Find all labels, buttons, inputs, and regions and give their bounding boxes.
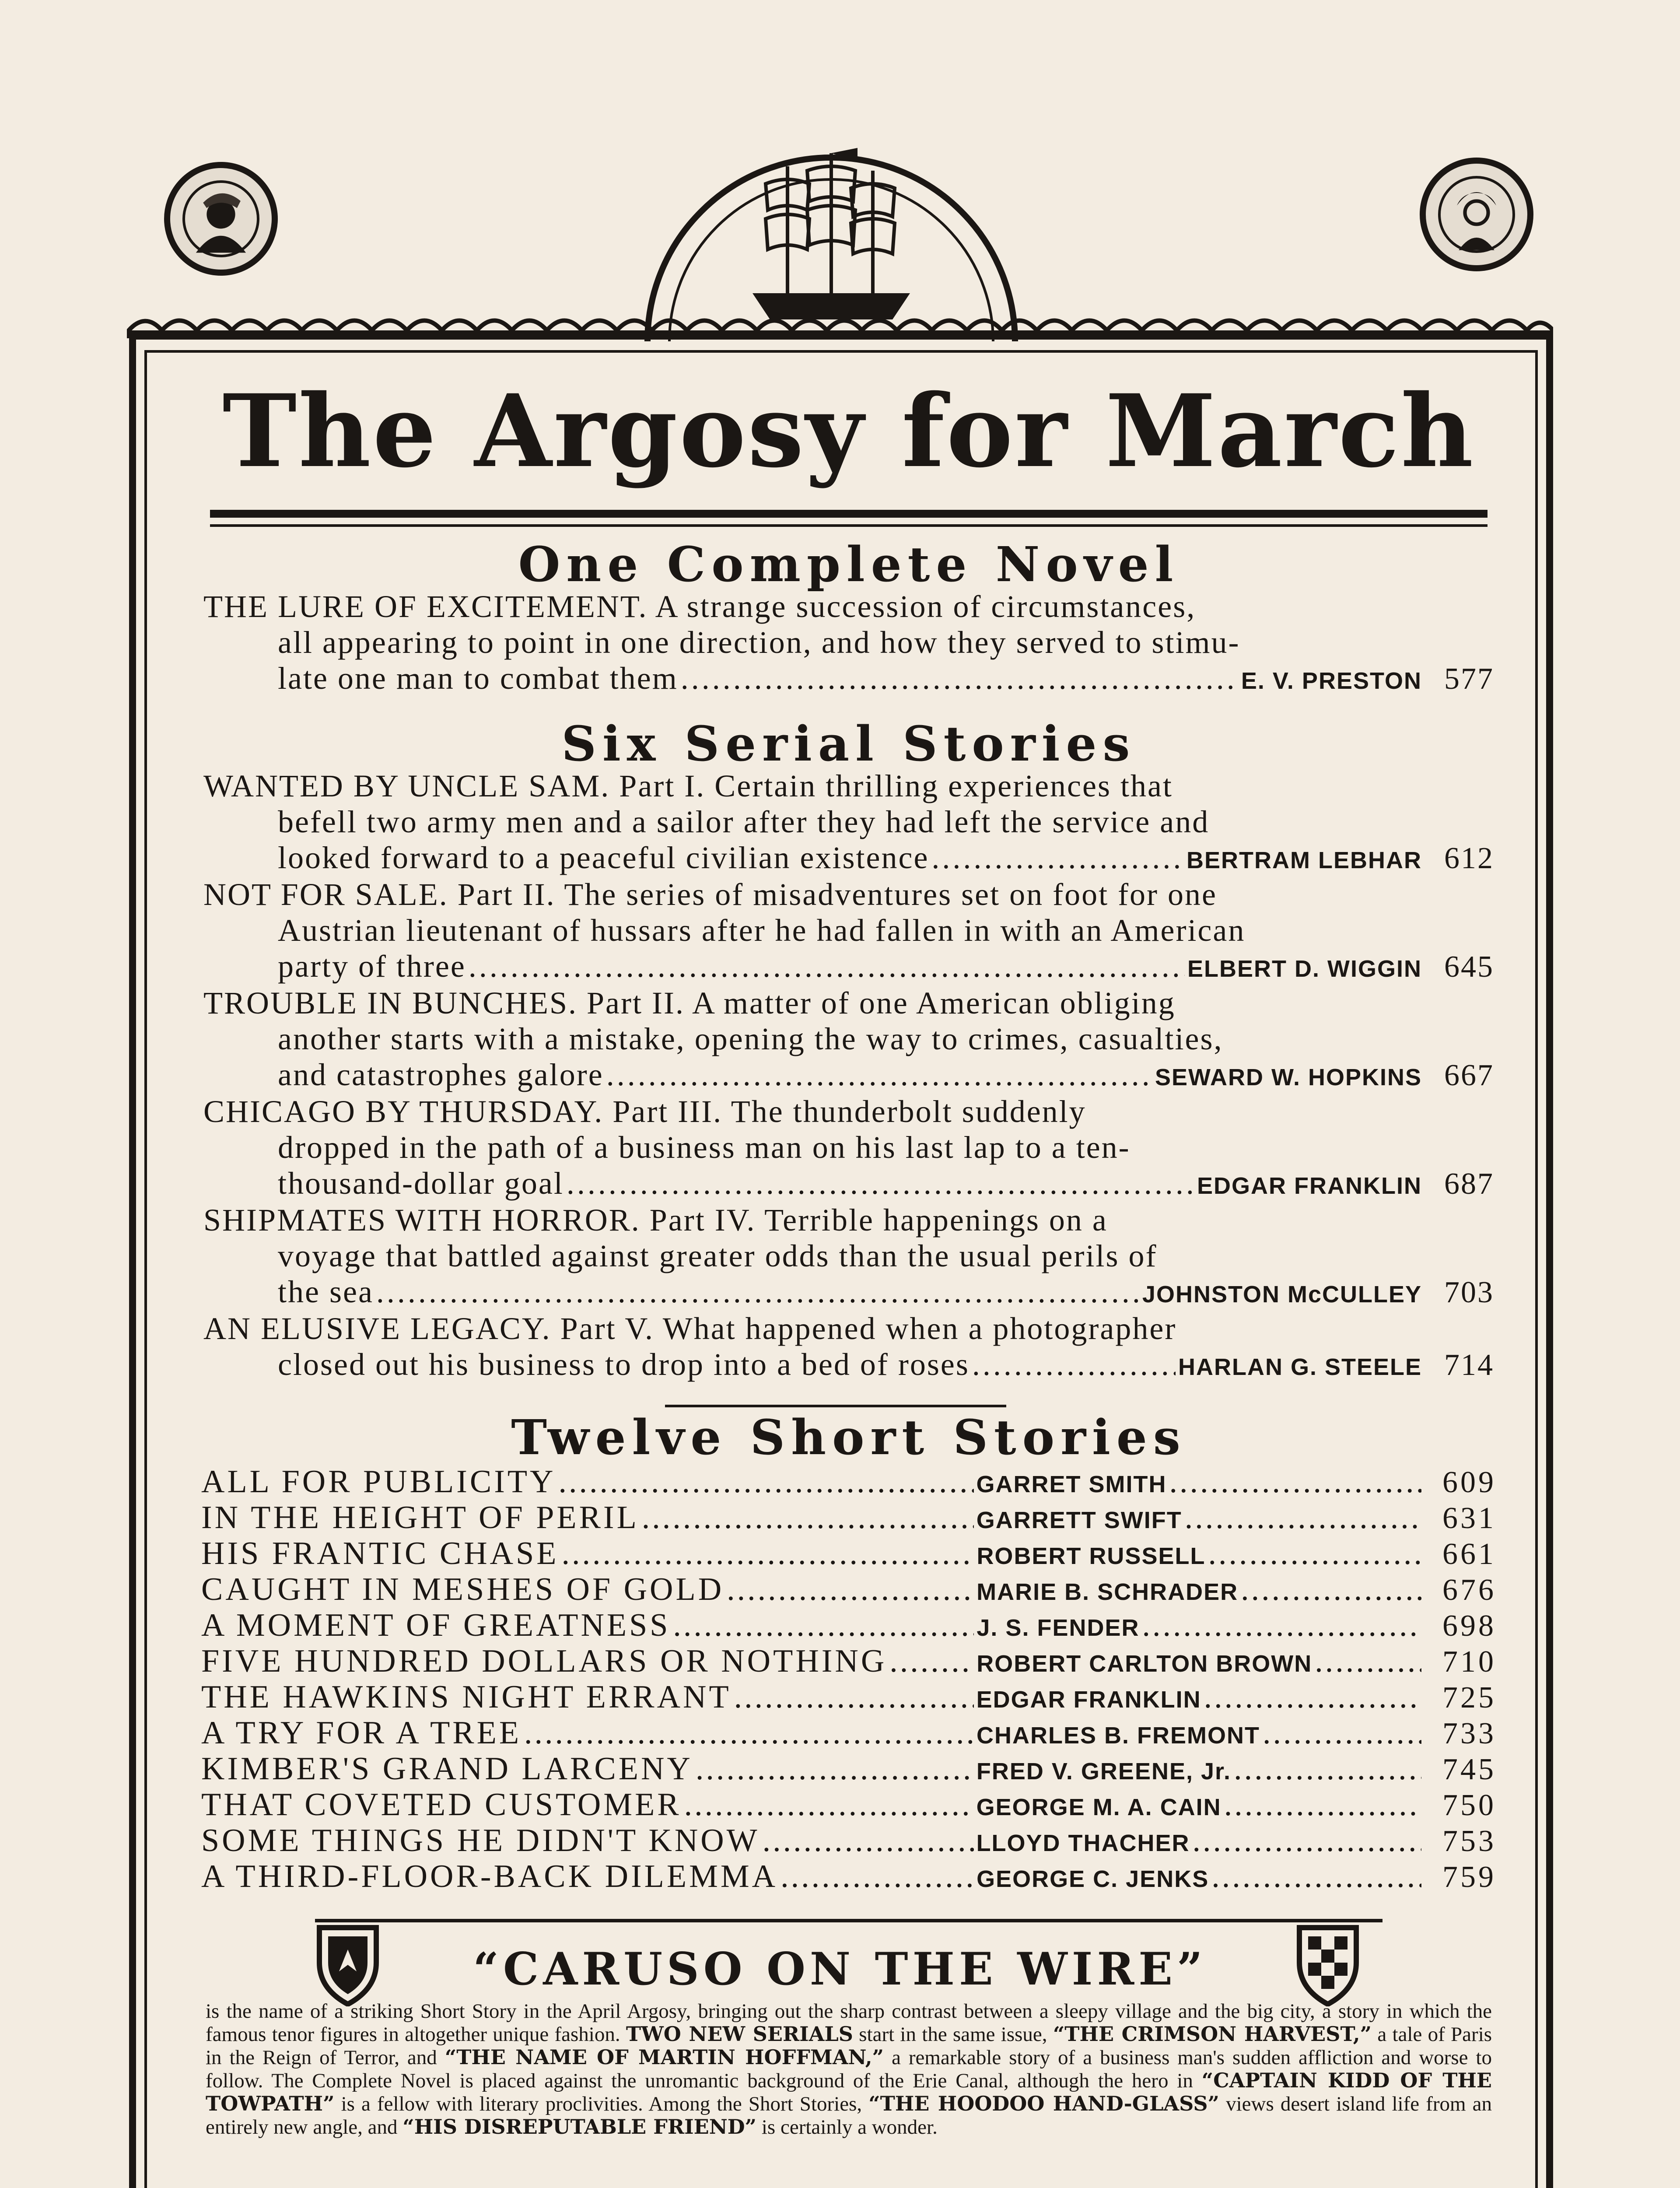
entry-last-line (203, 1274, 1494, 1310)
section-divider (665, 1405, 1006, 1407)
toc-entry (203, 1202, 1494, 1310)
dot-leader (561, 1536, 974, 1571)
entry-description-end: thousand-dollar goal (278, 1166, 564, 1201)
title-rule-thin (210, 524, 1488, 527)
dot-leader (1224, 1787, 1421, 1823)
short-story-title: A THIRD-FLOOR-BACK DILEMMA (201, 1858, 778, 1894)
portrait-medallion-left (164, 162, 278, 276)
entry-page-number: 645 (1444, 950, 1494, 984)
dot-leader (1169, 1464, 1422, 1500)
toc-entry (203, 877, 1494, 984)
dot-leader (681, 660, 1239, 696)
short-story-title: KIMBER'S GRAND LARCENY (201, 1751, 693, 1787)
dot-leader (1185, 1500, 1421, 1536)
short-story-title: FIVE HUNDRED DOLLARS OR NOTHING (201, 1643, 887, 1679)
short-story-page-number: 661 (1442, 1537, 1496, 1571)
entry-last-line (203, 1346, 1494, 1382)
dot-leader (1241, 1571, 1421, 1607)
entry-description-end: and catastrophes galore (278, 1057, 604, 1092)
short-story-title: CAUGHT IN MESHES OF GOLD (201, 1571, 724, 1607)
entry-description-line: Austrian lieutenant of hussars after he had fallen in with an American (278, 913, 1246, 948)
title-rule-thick (210, 510, 1488, 518)
shield-crest-right-icon (1295, 1923, 1361, 2006)
dot-leader (931, 840, 1184, 876)
entry-description-end: late one man to combat them (278, 661, 678, 696)
short-story-page-number: 631 (1442, 1501, 1496, 1535)
entry-description-line: all appearing to point in one direction, and how they served to stimu- (278, 625, 1240, 660)
dot-leader (780, 1858, 974, 1894)
dot-leader (889, 1643, 974, 1679)
short-story-page-number: 609 (1442, 1466, 1496, 1499)
entry-first-line: WANTED BY UNCLE SAM. Part I. Certain thrilling experiences that (203, 768, 1173, 803)
dot-leader (567, 1165, 1194, 1201)
entry-first-line: THE LURE OF EXCITEMENT. A strange succession of circumstances, (203, 589, 1196, 624)
short-story-row (201, 1464, 1496, 1500)
dot-leader (1315, 1643, 1421, 1679)
dot-leader (376, 1274, 1140, 1310)
shield-crest-left-icon (315, 1923, 381, 2006)
dot-leader (1208, 1536, 1421, 1571)
toc-entry (203, 1094, 1494, 1201)
short-story-author: LLOYD THACHER (976, 1830, 1190, 1856)
short-story-page-number: 710 (1442, 1645, 1496, 1679)
toc-entry (203, 768, 1494, 876)
entry-first-line: SHIPMATES WITH HORROR. Part IV. Terrible happenings on a (203, 1203, 1108, 1238)
dot-leader (727, 1571, 974, 1607)
entry-author: ELBERT D. WIGGIN (1187, 956, 1422, 982)
short-story-row (201, 1787, 1496, 1823)
short-story-page-number: 750 (1442, 1788, 1496, 1822)
dot-leader (559, 1464, 974, 1500)
short-story-author: GEORGE M. A. CAIN (976, 1794, 1222, 1820)
short-story-row (201, 1607, 1496, 1643)
entry-last-line (203, 660, 1494, 696)
short-story-title: A MOMENT OF GREATNESS (201, 1607, 671, 1643)
short-story-page-number: 725 (1442, 1681, 1496, 1715)
entry-author: HARLAN G. STEELE (1178, 1354, 1422, 1380)
entry-page-number: 714 (1444, 1348, 1494, 1382)
entry-description-line: another starts with a mistake, opening the way to crimes, casualties, (278, 1021, 1223, 1056)
entry-description-end: closed out his business to drop into a bed of roses (278, 1347, 970, 1382)
short-story-page-number: 698 (1442, 1609, 1496, 1643)
short-story-page-number: 759 (1442, 1860, 1496, 1894)
announcement-title: “CARUSO ON THE WIRE” (473, 1943, 1207, 1995)
announcement-top-rule (315, 1919, 1382, 1922)
short-story-author: MARIE B. SCHRADER (976, 1579, 1239, 1605)
short-story-title: THAT COVETED CUSTOMER (201, 1787, 682, 1823)
short-story-row (201, 1715, 1496, 1751)
entry-last-line (203, 948, 1494, 984)
entry-last-line (203, 840, 1494, 876)
entry-description-line: dropped in the path of a business man on his last lap to a ten- (278, 1130, 1130, 1165)
section-heading-complete-novel: One Complete Novel (518, 536, 1180, 593)
short-story-row (201, 1536, 1496, 1571)
entry-page-number: 612 (1444, 842, 1494, 875)
short-story-author: GARRETT SWIFT (976, 1507, 1182, 1533)
section-heading-serial-stories: Six Serial Stories (561, 715, 1136, 772)
short-story-row (201, 1858, 1496, 1894)
dot-leader (972, 1346, 1176, 1382)
short-story-row (201, 1751, 1496, 1787)
entry-author: BERTRAM LEBHAR (1186, 847, 1422, 873)
dot-leader (673, 1607, 974, 1643)
short-story-title: THE HAWKINS NIGHT ERRANT (201, 1679, 732, 1715)
short-story-author: CHARLES B. FREMONT (976, 1722, 1260, 1749)
entry-description-end: the sea (278, 1274, 374, 1309)
short-story-row (201, 1643, 1496, 1679)
dot-leader (763, 1823, 974, 1858)
short-story-author: J. S. FENDER (976, 1615, 1140, 1641)
entry-first-line: TROUBLE IN BUNCHES. Part II. A matter of one American obliging (203, 985, 1176, 1020)
entry-page-number: 577 (1444, 662, 1494, 696)
entry-description-line: befell two army men and a sailor after they had left the service and (278, 804, 1210, 839)
dot-leader (1263, 1715, 1421, 1751)
short-story-title: A TRY FOR A TREE (201, 1715, 522, 1751)
entry-description-line: voyage that battled against greater odds than the usual perils of (278, 1238, 1158, 1273)
toc-entry (203, 589, 1494, 696)
short-story-author: ROBERT CARLTON BROWN (976, 1651, 1312, 1677)
entry-page-number: 703 (1444, 1276, 1494, 1309)
dot-leader (734, 1679, 974, 1715)
short-story-author: GEORGE C. JENKS (976, 1866, 1209, 1892)
short-story-page-number: 733 (1442, 1717, 1496, 1750)
entry-first-line: CHICAGO BY THURSDAY. Part III. The thunderbolt suddenly (203, 1094, 1086, 1129)
dot-leader (1193, 1823, 1421, 1858)
entry-page-number: 667 (1444, 1059, 1494, 1092)
toc-entry (203, 1311, 1494, 1382)
entry-author: E. V. PRESTON (1241, 668, 1422, 694)
short-story-page-number: 753 (1442, 1824, 1496, 1858)
entry-author: JOHNSTON McCULLEY (1142, 1281, 1422, 1308)
short-story-author: EDGAR FRANKLIN (976, 1687, 1201, 1713)
short-story-page-number: 676 (1442, 1573, 1496, 1607)
dot-leader (1204, 1679, 1421, 1715)
entry-first-line: AN ELUSIVE LEGACY. Part V. What happened when a photographer (203, 1311, 1177, 1346)
short-story-title: HIS FRANTIC CHASE (201, 1536, 559, 1571)
dot-leader (606, 1057, 1152, 1093)
short-story-row (201, 1571, 1496, 1607)
entry-author: EDGAR FRANKLIN (1197, 1173, 1422, 1199)
dot-leader (696, 1751, 974, 1787)
short-story-author: FRED V. GREENE, Jr. (976, 1758, 1232, 1785)
dot-leader (642, 1500, 974, 1536)
short-story-title: SOME THINGS HE DIDN'T KNOW (201, 1823, 760, 1858)
entry-description-end: party of three (278, 949, 466, 984)
dot-leader (524, 1715, 974, 1751)
entry-last-line (203, 1165, 1494, 1201)
dot-leader (1211, 1858, 1421, 1894)
short-story-row (201, 1500, 1496, 1536)
section-heading-short-stories: Twelve Short Stories (511, 1409, 1186, 1466)
entry-first-line: NOT FOR SALE. Part II. The series of misadventures set on foot for one (203, 877, 1217, 912)
dot-leader (469, 948, 1185, 984)
announcement-text: is the name of a striking Short Story in the April Argosy, bringing out the sharp contrast between a sleepy village and the big city, a story in which the famous tenor figures in altogether unique fashion. TWO NEW SERIALS start in the same issue, “THE CRIMSON HARVEST,” a tale of Paris in the Reign of Terror, and “THE NAME OF MARTIN HOFFMAN,” a remarkable story of a business man's sudden affliction and worse to follow. The Complete Novel is placed against the unromantic background of the Erie Canal, although the hero in “CAPTAIN KIDD OF THE TOWPATH” is a fellow with literary proclivities. Among the Short Stories, “THE HOODOO HAND-GLASS” views desert island life from an entirely new angle, and “HIS DISREPUTABLE FRIEND” is certainly a wonder. (206, 2000, 1492, 2139)
dot-leader (1234, 1751, 1421, 1787)
short-story-title: ALL FOR PUBLICITY (201, 1464, 556, 1500)
dot-leader (1142, 1607, 1421, 1643)
entry-description-end: looked forward to a peaceful civilian existence (278, 840, 929, 875)
portrait-medallion-right (1420, 158, 1533, 271)
short-story-row (201, 1823, 1496, 1858)
short-story-title: IN THE HEIGHT OF PERIL (201, 1500, 639, 1536)
page-title: The Argosy for March (222, 372, 1475, 490)
short-story-row (201, 1679, 1496, 1715)
toc-entry (203, 985, 1494, 1093)
short-story-author: ROBERT RUSSELL (976, 1543, 1206, 1569)
entry-last-line (203, 1057, 1494, 1093)
dot-leader (684, 1787, 974, 1823)
entry-page-number: 687 (1444, 1167, 1494, 1201)
short-story-author: GARRET SMITH (976, 1471, 1167, 1497)
short-story-page-number: 745 (1442, 1753, 1496, 1786)
entry-author: SEWARD W. HOPKINS (1155, 1064, 1422, 1090)
